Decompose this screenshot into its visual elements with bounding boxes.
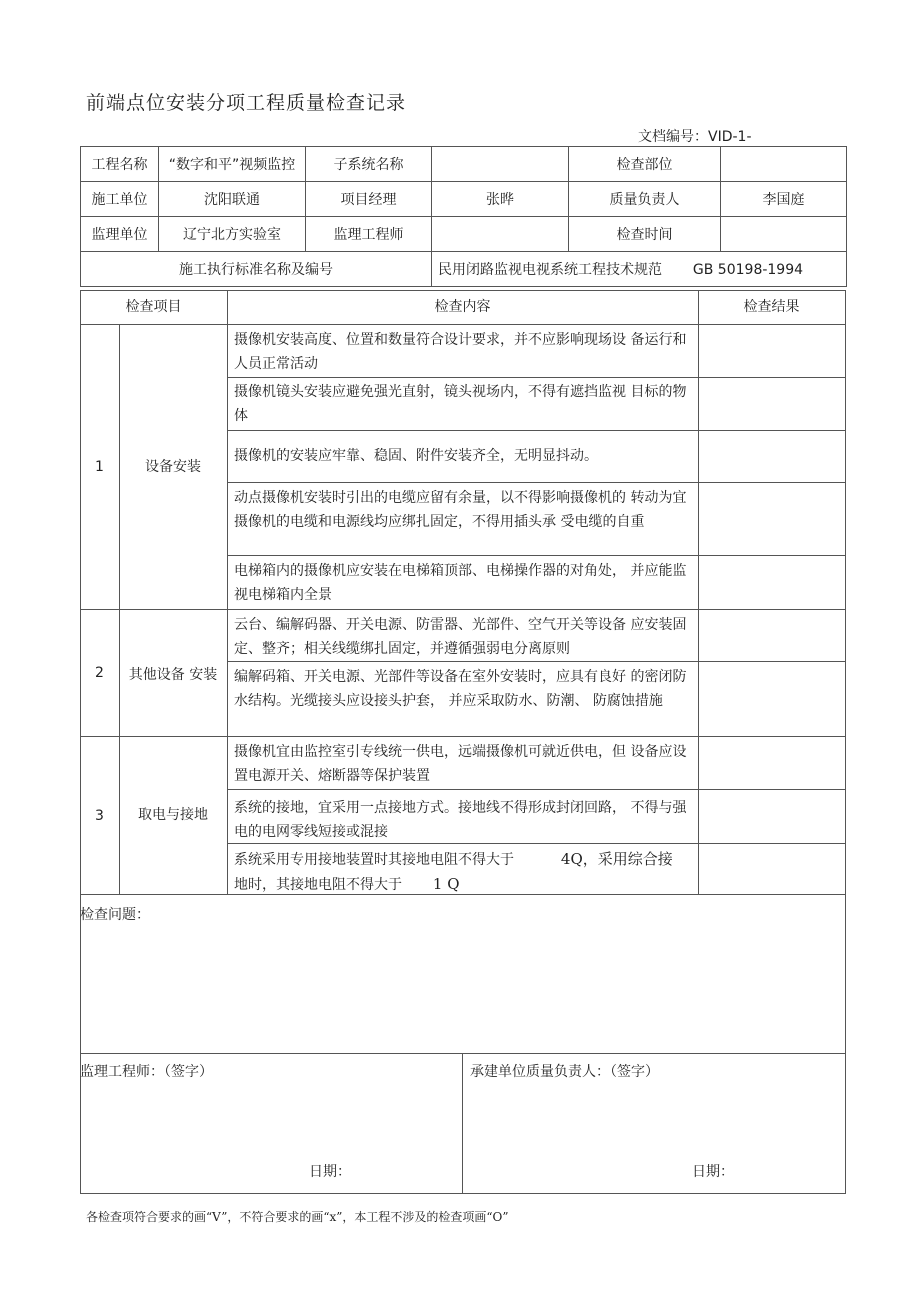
check-text-segment: 1 Q: [432, 875, 460, 893]
check-item: [234, 796, 700, 844]
inspect-time-value[interactable]: [721, 217, 847, 252]
check-text-line: 摄像机的电缆和电源线均应绑扎固定，不得用插头承 受电缆的自重: [234, 514, 645, 530]
inspect-dept-label: 检查部位: [569, 147, 721, 182]
check-text-line: 摄像机的安装应牢靠、稳固、附件安装齐全，无明显抖动。: [234, 448, 598, 464]
check-item: [234, 559, 700, 607]
check-text-line: 电梯箱内的摄像机应安装在电梯箱顶部、电梯操作器的对角处， 并应能监: [234, 563, 687, 579]
subsystem-label: 子系统名称: [306, 147, 432, 182]
group-number: 2: [95, 665, 104, 681]
supervision-unit-label: 监理单位: [81, 217, 159, 252]
check-text-line: [234, 872, 700, 897]
construction-unit-value[interactable]: 沈阳联通: [159, 182, 306, 217]
footnote: 各检查项符合要求的画“V”，不符合要求的画“x”，本工程不涉及的检查项画“O”: [86, 1210, 509, 1224]
check-text-line: 置电源开关、熔断器等保护装置: [234, 768, 430, 784]
project-name-value[interactable]: “数字和平”视频监控: [159, 147, 306, 182]
check-text-line: 摄像机宜由监控室引专线统一供电，远端摄像机可就近供电，但 设备应设: [234, 744, 687, 760]
inspect-time-label: 检查时间: [569, 217, 721, 252]
check-text-line: 人员正常活动: [234, 356, 318, 372]
check-text-segment: 4Q，采用综合接: [560, 850, 673, 868]
check-item: [234, 665, 700, 713]
info-row: [81, 147, 847, 182]
document-title: 前端点位安装分项工程质量检查记录: [86, 92, 407, 114]
check-text-line: 云台、编解码器、开关电源、防雷器、光部件、空气开关等设备 应安装固: [234, 617, 687, 633]
standard-label: 施工执行标准名称及编号: [81, 252, 432, 287]
supervising-engineer-value[interactable]: [432, 217, 569, 252]
issues-label: 检查问题：: [80, 907, 150, 923]
construction-unit-label: 施工单位: [81, 182, 159, 217]
check-text-line: 水结构。光缆接头应设接头护套， 并应采取防水、防潮、 防腐蚀措施: [234, 693, 663, 709]
quality-lead-value[interactable]: 李国庭: [721, 182, 847, 217]
subsystem-value[interactable]: [432, 147, 569, 182]
check-item: [234, 328, 700, 376]
info-row: [81, 252, 847, 287]
group-name: 设备安装: [145, 459, 201, 475]
check-item: [234, 444, 700, 468]
check-text-line: 视电梯箱内全景: [234, 587, 332, 603]
header-result: 检查结果: [743, 299, 800, 315]
check-text-line: 摄像机安装高度、位置和数量符合设计要求，并不应影响现场设 备运行和: [234, 332, 687, 348]
standard-code: GB 50198-1994: [692, 262, 804, 278]
contractor-date-label: 日期：: [692, 1164, 734, 1180]
check-item: [234, 486, 700, 534]
check-text-line: 动点摄像机安装时引出的电缆应留有余量，以不得影响摄像机的 转动为宜: [234, 490, 687, 506]
project-name-label: 工程名称: [81, 147, 159, 182]
group-name: 取电与接地: [138, 807, 208, 823]
check-item: [234, 380, 700, 428]
check-text-segment: 地时，其接地电阻不得大于: [234, 877, 402, 893]
supervising-engineer-label: 监理工程师: [306, 217, 432, 252]
pm-label: 项目经理: [306, 182, 432, 217]
supervisor-signature-area[interactable]: [82, 1088, 460, 1158]
standard-name: 民用闭路监视电视系统工程技术规范: [438, 262, 662, 278]
check-item: [234, 847, 700, 897]
check-text-line: 电的电网零线短接或混接: [234, 824, 388, 840]
check-text-line: 摄像机镜头安装应避免强光直射，镜头视场内，不得有遮挡监视 目标的物: [234, 384, 687, 400]
document-number: 文档编号：VID-1-: [638, 129, 752, 145]
contractor-signature-label: 承建单位质量负责人：（签字）: [470, 1064, 659, 1080]
contractor-signature-area[interactable]: [464, 1088, 842, 1158]
header-content: 检查内容: [434, 299, 491, 315]
pm-value[interactable]: 张晔: [432, 182, 569, 217]
check-text-line: 编解码箱、开关电源、光部件等设备在室外安装时，应具有良好 的密闭防: [234, 669, 687, 685]
group-name: 其他设备 安装: [128, 667, 218, 683]
check-item: [234, 740, 700, 788]
supervisor-date-label: 日期：: [309, 1164, 351, 1180]
standard-value[interactable]: [432, 252, 847, 287]
supervisor-signature-label: 监理工程师：（签字）: [80, 1064, 213, 1080]
header-item: 检查项目: [125, 299, 182, 315]
group-number: 3: [95, 808, 104, 824]
check-text-line: 定、整齐；相关线缆绑扎固定，并遵循强弱电分离原则: [234, 641, 570, 657]
info-row: [81, 217, 847, 252]
info-row: [81, 182, 847, 217]
check-text-segment: 系统采用专用接地装置时其接地电阻不得大于: [234, 852, 514, 868]
quality-lead-label: 质量负责人: [569, 182, 721, 217]
issues-area[interactable]: [82, 930, 842, 1048]
group-number: 1: [95, 459, 104, 475]
inspect-dept-value[interactable]: [721, 147, 847, 182]
info-table: [80, 146, 847, 287]
supervision-unit-value[interactable]: 辽宁北方实验室: [159, 217, 306, 252]
check-text-line: 系统的接地，宜采用一点接地方式。接地线不得形成封闭回路， 不得与强: [234, 800, 687, 816]
check-text-line: 体: [234, 408, 248, 424]
check-item: [234, 613, 700, 661]
check-text-line: [234, 847, 700, 872]
